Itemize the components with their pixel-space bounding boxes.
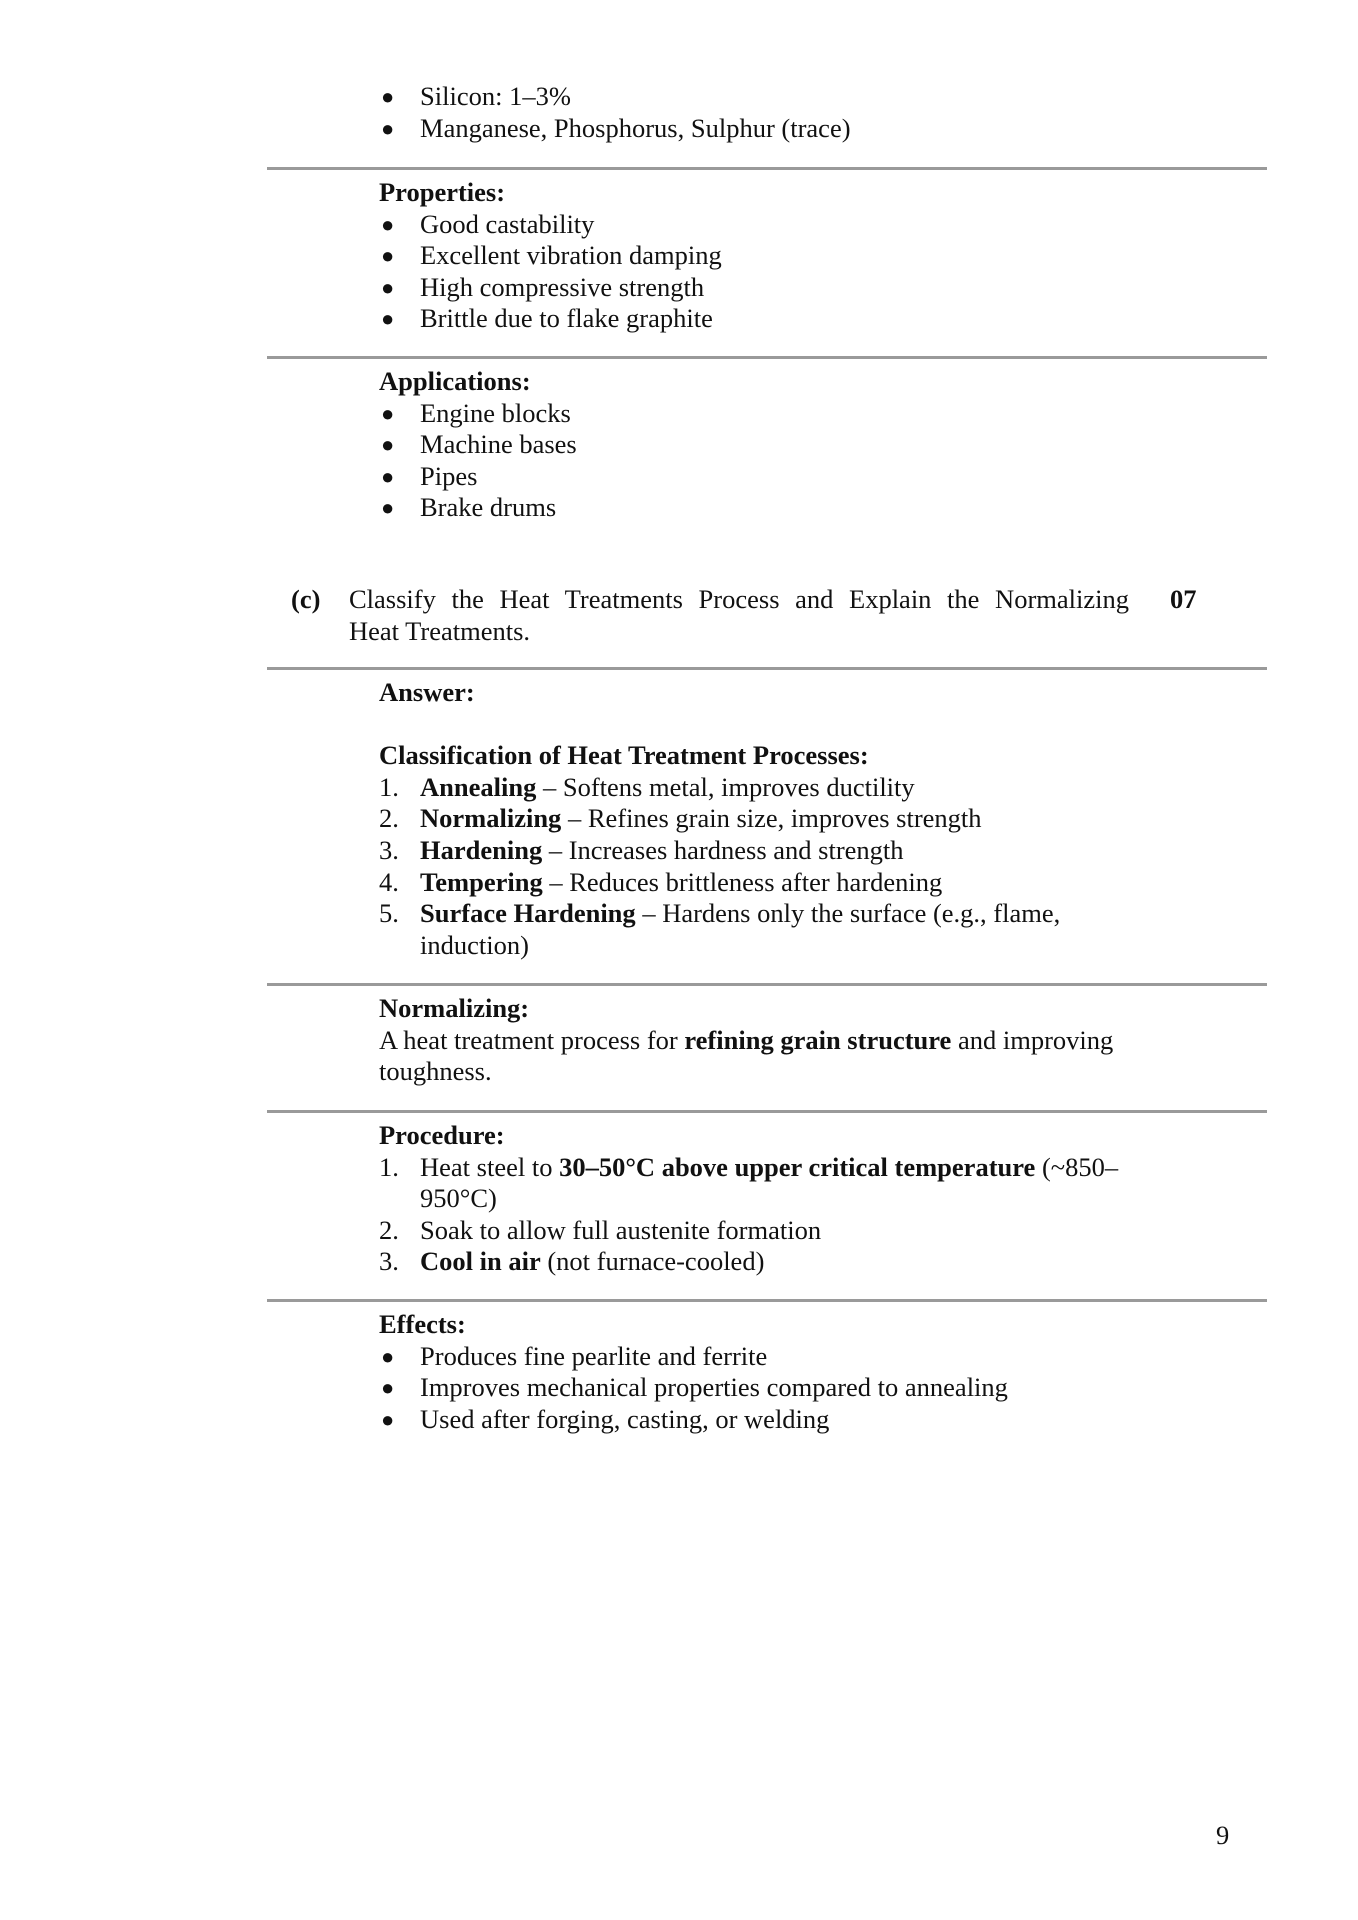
procedure-section (379, 1120, 1159, 1278)
divider (267, 667, 1267, 670)
list-item: 3. Cool in air (not furnace-cooled) (379, 1246, 765, 1277)
list-item: ● Produces fine pearlite and ferrite (381, 1340, 768, 1371)
list-item: ● Pipes (381, 460, 478, 491)
list-item: ● Excellent vibration damping (381, 240, 722, 271)
normalizing-section (379, 993, 1159, 1088)
list-item: 3. Hardening – Increases hardness and strength (379, 834, 904, 865)
question-marks: 07 (1170, 584, 1197, 614)
properties-section (379, 177, 1159, 335)
list-item: ● Engine blocks (381, 397, 571, 428)
list-item: ● Improves mechanical properties compared to annealing (381, 1372, 1008, 1403)
bullet: ● (381, 115, 395, 141)
normalizing-text: A heat treatment process for refining grain structure and improving toughness. (379, 1024, 1114, 1087)
page-number: 9 (1216, 1820, 1230, 1850)
procedure-heading: Procedure: (379, 1120, 505, 1150)
normalizing-heading: Normalizing: (379, 993, 530, 1023)
effects-heading: Effects: (379, 1309, 466, 1339)
list-item: ● High compressive strength (381, 271, 705, 302)
list-item: ● Brittle due to flake graphite (381, 303, 713, 334)
top-list (379, 81, 1159, 144)
divider (267, 983, 1267, 986)
divider (267, 1299, 1267, 1302)
divider (267, 356, 1267, 359)
list-item: 5. Surface Hardening – Hardens only the surface (e.g., flame, induction) (379, 898, 1061, 960)
list-item: ● Used after forging, casting, or welding (381, 1403, 830, 1434)
applications-list (379, 398, 1159, 524)
applications-section (379, 366, 1159, 524)
list-item: ● Good castability (381, 208, 595, 239)
list-item: 1. Annealing – Softens metal, improves ductility (379, 771, 915, 802)
applications-heading: Applications: (379, 366, 531, 396)
bullet: ● (381, 84, 395, 109)
classification-heading: Classification of Heat Treatment Processes: (379, 740, 869, 771)
list-item: ● Brake drums (381, 492, 557, 523)
answer-section (379, 677, 1159, 961)
procedure-list (379, 1152, 1159, 1278)
list-item: 4. Tempering – Reduces brittleness after hardening (379, 866, 943, 897)
classification-list (379, 772, 1159, 962)
answer-heading: Answer: (379, 677, 475, 707)
list-item: 2. Soak to allow full austenite formation (379, 1214, 822, 1245)
list-item: ● Manganese, Phosphorus, Sulphur (trace) (381, 112, 851, 143)
question-label: (c) (291, 584, 321, 614)
list-item: ● Silicon: 1–3% (381, 81, 571, 111)
effects-list (379, 1341, 1159, 1436)
effects-section (379, 1309, 1159, 1435)
list-item: ● Machine bases (381, 429, 577, 460)
question-line-1: Classify the Heat Treatments Process and Explain the Normalizing (349, 584, 1129, 614)
list-item: 1. Heat steel to 30–50°C above upper critical temperature (~850– 950°C) (379, 1151, 1119, 1214)
divider (267, 167, 1267, 170)
divider (267, 1110, 1267, 1113)
question-line-2: Heat Treatments. (349, 616, 531, 646)
properties-list (379, 209, 1159, 335)
list-item: 2. Normalizing – Refines grain size, improves strength (379, 803, 982, 834)
properties-heading: Properties: (379, 177, 506, 207)
